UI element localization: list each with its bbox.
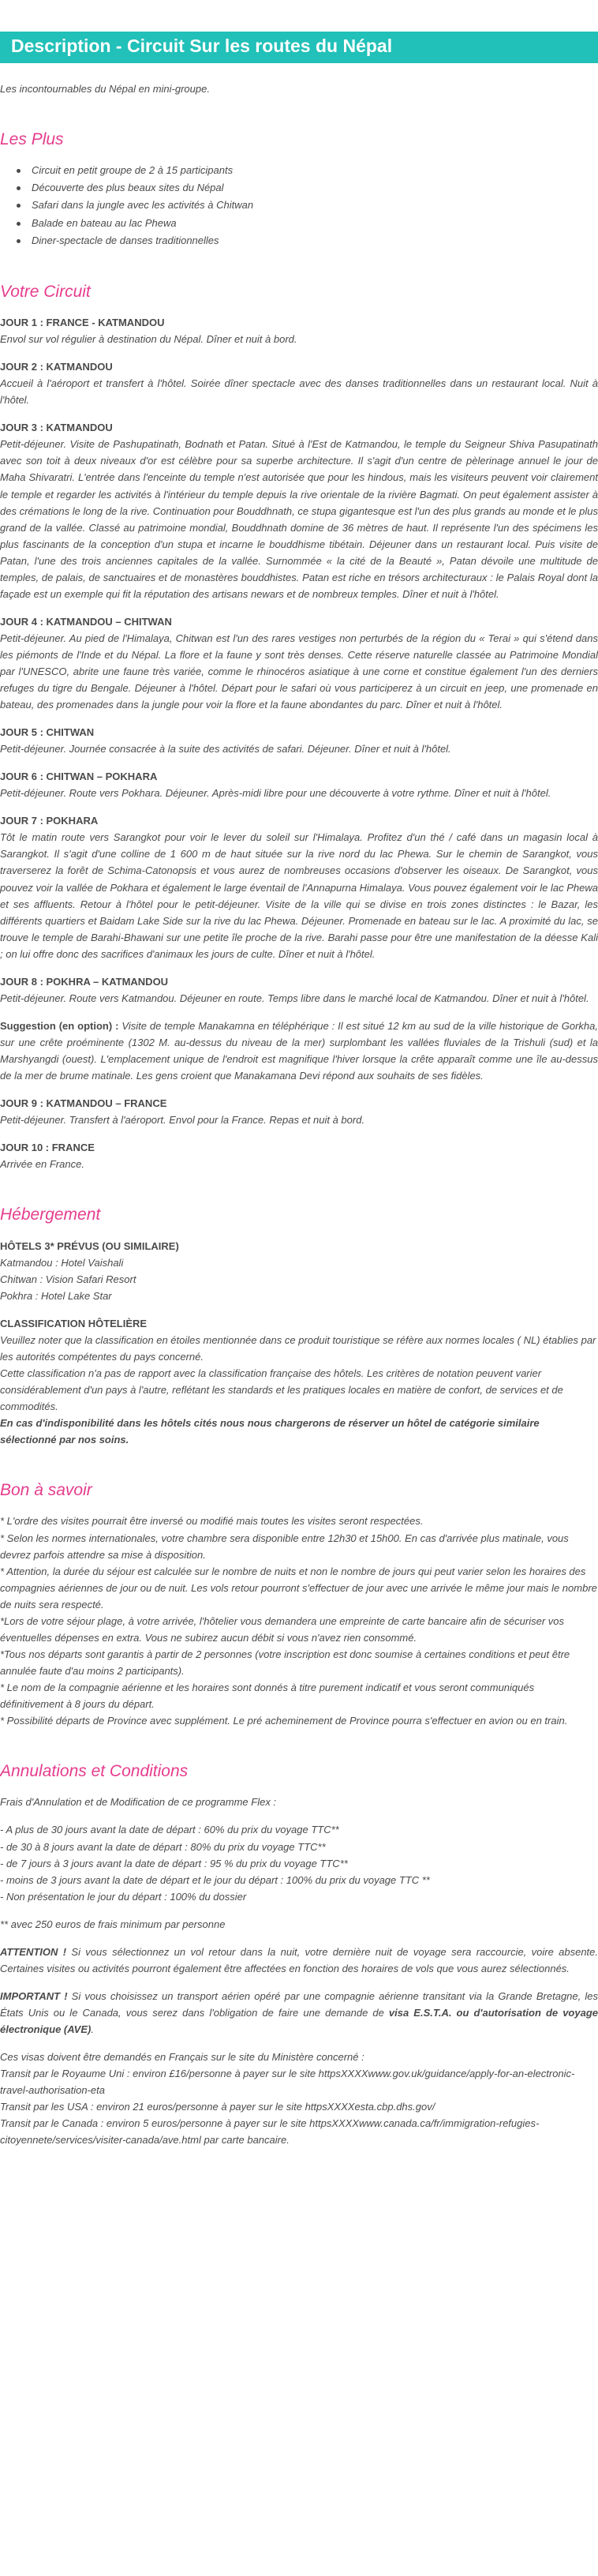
hotel-line: Chitwan : Vision Safari Resort [0, 1273, 136, 1285]
info-line: * L'ordre des visites pourrait être inversé ou modifié mais toutes les visites seront respectées. [0, 1515, 424, 1528]
circuit-heading: Votre Circuit [0, 282, 91, 301]
day-3 [0, 419, 598, 602]
suggestion-text: Visite de temple Manakamna en téléphérique : Il est situé 12 km au sud de la ville historique de Gorkha, sur une crête proéminente (1302 M. au-dessus du niveau de la mer) surplombant les vallées fluviales de la Trishuli (sud) et la Marshyangdi (ouest). L'emplacement unique de l'endroit est magnifique l'hiver lorsque la crête apparaît comme une île au-dessus de la mer de brume matinale. Les gens croient que Manakamana Devi répond aux souhaits de ses fidèles. [0, 1019, 598, 1082]
suggestion [0, 1018, 598, 1084]
day-5 [0, 724, 598, 757]
day-text: Tôt le matin route vers Sarangkot pour voir le lever du soleil sur l'Himalaya. Profitez d'un thé / café dans un magasin local à Sarangkot. Il s'agit d'une colline de 1 600 m de haut située sur la rive nord du lac Phewa. Sur le chemin de Sarangkot, vous traverserez la forêt de Schima-Catonopsis et vous aurez de nombreuses occasions d'observer les oiseaux. De Sarangkot, vous pouvez voir la vallée de Pokhara et également le large éventail de l'Annapurna Himalaya. Vous pouvez également voir le lac Phewa et ses affluents. Retour à l'hôtel pour le petit-déjeuner. Visite de la ville qui se divise en trois zones distinctes : le Bazar, les différents quartiers et Baidam Lake Side sur la rive du lac Phewa. Déjeuner. Promenade en bateau sur le lac. A proximité du lac, se trouve le temple de Barahi-Bhawani sur une petite île proche de la rive. Barahi passe pour être une manifestation de la déesse Kali ; on lui offre donc des sacrifices d'animaux les jours de culte. Dîner et nuit à l'hôtel. [0, 831, 598, 960]
day-title: JOUR 9 : KATMANDOU – FRANCE [0, 1097, 167, 1110]
plus-list [14, 162, 598, 249]
important-note [0, 1988, 598, 2038]
day-title: JOUR 6 : CHITWAN – POKHARA [0, 771, 158, 783]
hotels-block [0, 1238, 598, 1304]
visa-line: Transit par les USA : environ 21 euros/personne à payer sur le site httpsXXXXesta.cbp.dhs.gov/ [0, 2101, 435, 2113]
day-text: Petit-déjeuner. Route vers Pokhara. Déjeuner. Après-midi libre pour une découverte à votre rythme. Dîner et nuit à l'hôtel. [0, 787, 551, 800]
info-line: * Selon les normes internationales, votre chambre sera disponible entre 12h30 et 15h00. En cas d'arrivée plus matinale, vous devrez parfois attendre sa mise à disposition. [0, 1532, 569, 1561]
info-line: *Lors de votre séjour plage, à votre arrivée, l'hôtelier vous demandera une empreinte de carte bancaire afin de sécuriser vos éventuelles dépenses en extra. Vous ne subirez aucun débit si vous n'avez rien consommé. [0, 1614, 564, 1644]
day-text: Petit-déjeuner. Au pied de l'Himalaya, Chitwan est l'un des rares vestiges non perturbés de la région du « Terai » qui s'étend dans les piémonts de l'Inde et du Népal. La flore et la faune y sont très denses. Cette réserve naturelle classée au Patrimoine Mondial par l'UNESCO, abrite une faune très variée, comme le rhinocéros asiatique à une corne et constitue également l'un des derniers refuges du tigre du Bengale. Déjeuner à l'hôtel. Départ pour le safari où vous participerez à un circuit en jeep, une promenade en bateau, des promenades dans la jungle pour voir la flore et la faune abondantes du parc. Dîner et nuit à l'hôtel. [0, 632, 598, 711]
min-fee: ** avec 250 euros de frais minimum par personne [0, 1918, 226, 1930]
attention-note [0, 1944, 598, 1977]
day-text: Arrivée en France. [0, 1158, 84, 1171]
day-text: Accueil à l'aéroport et transfert à l'hôtel. Soirée dîner spectacle avec des danses traditionnelles dans un restaurant local. Nuit à l'hôtel. [0, 377, 598, 407]
visa-line: Transit par le Royaume Uni : environ £16/personne à payer sur le site httpsXXXXwww.gov.uk/guidance/apply-for-an-electronic-travel-authorisation-eta [0, 2068, 575, 2097]
day-title: JOUR 8 : POKHRA – KATMANDOU [0, 975, 169, 988]
visa-block [0, 2049, 598, 2148]
fee-line: - A plus de 30 jours avant la date de départ : 60% du prix du voyage TTC** [0, 1824, 339, 1836]
hebergement-heading: Hébergement [0, 1206, 101, 1224]
day-title: JOUR 7 : POKHARA [0, 815, 99, 827]
day-title: JOUR 1 : FRANCE - KATMANDOU [0, 317, 165, 329]
bon-a-savoir-heading: Bon à savoir [0, 1481, 92, 1500]
important-label: IMPORTANT ! [0, 1989, 68, 2002]
day-10 [0, 1139, 598, 1172]
list-item: Circuit en petit groupe de 2 à 15 participants [14, 162, 598, 179]
plus-heading: Les Plus [0, 129, 64, 148]
day-2 [0, 358, 598, 408]
day-text: Petit-déjeuner. Visite de Pashupatinath, Bodnath et Patan. Situé à l'Est de Katmandou, le temple du Seigneur Shiva Pasupatinath avec son toit à deux niveaux d'or est célèbre pour sa superbe architecture. Il s'agit d'un centre de pèlerinage annuel le jour de Maha Shivaratri. L'entrée dans l'enceinte du temple n'est autorisée que pour les hindous, mais les visiteurs peuvent voir clairement le temple et regarder les activités à l'intérieur du temple depuis la rive orientale de la rivière Bagmati. On peut également assister à des crémations le long de la rive. Continuation pour Bouddhnath, ce stupa gigantesque est l'un des plus grands au monde et le plus grand de la vallée. Classé au patrimoine mondial, Bouddhnath domine de 36 mètres de haut. Il représente l'un des spécimens les plus fascinants de la conception d'un stupa et incarne le bouddhisme tibétain. Déjeuner dans un restaurant local. Puis visite de Patan, l'une des trois anciennes capitales de la vallée. Surnommée « la cité de la Beauté », Patan dévoile une multitude de temples, de palais, de sanctuaires et de monastères bouddhistes. Patan est riche en trésors architecturaux : le Palais Royal dont la façade est un exemple qui fit la réputation des artisans newars et de nombreux temples. Dîner et nuit à l'hôtel. [0, 438, 598, 600]
day-text: Petit-déjeuner. Journée consacrée à la suite des activités de safari. Déjeuner. Dîner et nuit à l'hôtel. [0, 743, 451, 756]
hotel-line: Katmandou : Hotel Vaishali [0, 1256, 124, 1269]
visa-line: Ces visas doivent être demandés en Français sur le site du Ministère concerné : [0, 2050, 364, 2063]
classification-title: CLASSIFICATION HÔTELIÈRE [0, 1317, 148, 1329]
annulations-heading: Annulations et Conditions [0, 1762, 189, 1781]
list-item: Diner-spectacle de danses traditionnelles [14, 232, 598, 249]
fees-block [0, 1821, 598, 1904]
page [0, 32, 598, 2188]
attention-text: Si vous sélectionnez un vol retour dans la nuit, votre dernière nuit de voyage sera raccourcie, voire absente. Certaines visites ou activités pourront également être affectées en fonction des horaires de vols que vous aurez sélectionnés. [0, 1945, 598, 1974]
day-title: JOUR 10 : FRANCE [0, 1142, 95, 1154]
day-1 [0, 314, 598, 347]
classification-note: En cas d'indisponibilité dans les hôtels cités nous nous chargerons de réserver un hôtel de catégorie similaire sélectionné par nos soins. [0, 1417, 540, 1446]
important-end: . [91, 2023, 94, 2035]
info-line: *Tous nos départs sont garantis à partir de 2 personnes (votre inscription est donc soumise à certaines conditions et peut être annulée faute d'au moins 2 participants). [0, 1648, 570, 1677]
fee-line: - de 7 jours à 3 jours avant la date de départ : 95 % du prix du voyage TTC** [0, 1857, 348, 1869]
day-text: Envol sur vol régulier à destination du Népal. Dîner et nuit à bord. [0, 333, 297, 346]
list-item: Safari dans la jungle avec les activités à Chitwan [14, 197, 598, 214]
classification-text: Veuillez noter que la classification en étoiles mentionnée dans ce produit touristique se réfère aux normes locales ( NL) établies par les autorités compétentes du pays concerné. [0, 1333, 596, 1363]
hotels-title: HÔTELS 3* PRÉVUS (OU SIMILAIRE) [0, 1239, 179, 1252]
classification-block [0, 1315, 598, 1448]
visa-line: Transit par le Canada : environ 5 euros/personne à payer sur le site httpsXXXXwww.canada.ca/fr/immigration-refugies-citoyennete/services/visiter-canada/ave.html par carte bancaire. [0, 2117, 540, 2147]
classification-text: Cette classification n'a pas de rapport avec la classification française des hôtels. Les critères de notation peuvent varier considérablement d'un pays à l'autre, reflétant les standards et les pratiques locales en matière de confort, de services et de commodités. [0, 1367, 563, 1412]
list-item: Découverte des plus beaux sites du Népal [14, 179, 598, 197]
day-title: JOUR 3 : KATMANDOU [0, 422, 113, 434]
day-title: JOUR 5 : CHITWAN [0, 726, 95, 739]
content [0, 81, 598, 2148]
list-item: Balade en bateau au lac Phewa [14, 215, 598, 232]
day-title: JOUR 4 : KATMANDOU – CHITWAN [0, 615, 172, 628]
attention-label: ATTENTION ! [0, 1945, 67, 1958]
day-9 [0, 1095, 598, 1128]
important-text: Si vous choisissez un transport aérien opéré par une compagnie aérienne transitant via la Grande Bretagne, les États Unis ou le Canada, vous serez dans l'obligation de faire une demande de [0, 1989, 598, 2019]
day-8 [0, 973, 598, 1007]
day-6 [0, 768, 598, 801]
fee-line: - moins de 3 jours avant la date de départ et le jour du départ : 100% du prix du voyage TTC ** [0, 1873, 430, 1886]
intro-text: Les incontournables du Népal en mini-groupe. [0, 82, 210, 95]
info-line: * Le nom de la compagnie aérienne et les horaires sont donnés à titre purement indicatif et vous seront communiqués définitivement à 8 jours du départ. [0, 1681, 535, 1710]
day-7 [0, 812, 598, 962]
day-title: JOUR 2 : KATMANDOU [0, 361, 113, 373]
info-line: * Possibilité départs de Province avec supplément. Le pré acheminement de Province pourra s'effectuer en avion ou en train. [0, 1715, 568, 1727]
page-title: Description - Circuit Sur les routes du Népal [0, 32, 598, 63]
bon-a-savoir-block [0, 1513, 598, 1729]
day-text: Petit-déjeuner. Transfert à l'aéroport. Envol pour la France. Repas et nuit à bord. [0, 1114, 365, 1127]
hotel-line: Pokhra : Hotel Lake Star [0, 1289, 112, 1302]
suggestion-label: Suggestion (en option) : [0, 1019, 119, 1032]
annulations-intro: Frais d'Annulation et de Modification de ce programme Flex : [0, 1796, 277, 1809]
day-text: Petit-déjeuner. Route vers Katmandou. Déjeuner en route. Temps libre dans le marché local de Katmandou. Dîner et nuit à l'hôtel. [0, 992, 589, 1004]
fee-line: - Non présentation le jour du départ : 100% du dossier [0, 1890, 247, 1903]
info-line: * Attention, la durée du séjour est calculée sur le nombre de nuits et non le nombre de jours qui peut varier selon les horaires des compagnies aériennes de jour ou de nuit. Les vols retour pourront s'effectuer de jour avec une arrivée le même jour mais le nombre de nuits sera respecté. [0, 1565, 597, 1610]
fee-line: - de 30 à 8 jours avant la date de départ : 80% du prix du voyage TTC** [0, 1840, 326, 1853]
important-visa: visa E.S.T.A. ou d'autorisation de voyage électronique (AVE) [0, 2006, 598, 2035]
day-4 [0, 613, 598, 713]
